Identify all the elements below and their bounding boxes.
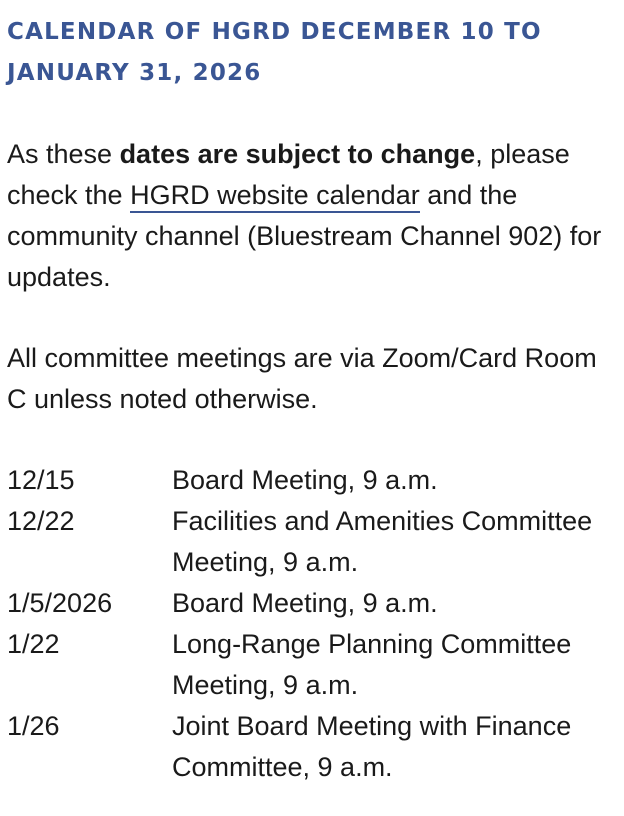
change-notice bbox=[7, 134, 616, 298]
schedule-row bbox=[7, 583, 616, 624]
schedule-event: Board Meeting, 9 a.m. bbox=[172, 588, 438, 618]
meeting-schedule bbox=[7, 460, 616, 788]
schedule-date: 12/22 bbox=[7, 506, 75, 536]
notice-text: , please check the bbox=[7, 139, 570, 210]
calendar-heading bbox=[7, 12, 616, 94]
schedule-date: 1/22 bbox=[7, 629, 60, 659]
schedule-row bbox=[7, 460, 616, 501]
schedule-date: 1/5/2026 bbox=[7, 588, 113, 618]
schedule-row bbox=[7, 706, 616, 788]
committee-note: All committee meetings are via Zoom/Card Room C unless noted otherwise. bbox=[7, 343, 597, 414]
schedule-row bbox=[7, 501, 616, 583]
notice-bold: dates are subject to change bbox=[119, 139, 476, 169]
notice-tail: and the community channel (Bluestream Channel 902) for updates. bbox=[7, 180, 602, 292]
notice-intro: As these bbox=[7, 139, 120, 169]
schedule-date: 1/26 bbox=[7, 711, 60, 741]
schedule-date: 12/15 bbox=[7, 465, 75, 495]
schedule-event: Long-Range Planning Committee Meeting, 9 a.m. bbox=[172, 629, 572, 700]
schedule-row bbox=[7, 624, 616, 706]
heading-line-1: CALENDAR OF HGRD DECEMBER 10 TO bbox=[7, 19, 542, 45]
hgrd-calendar-link[interactable]: HGRD website calendar bbox=[130, 180, 420, 213]
heading-line-2: JANUARY 31, 2026 bbox=[7, 60, 262, 86]
schedule-event: Facilities and Amenities Committee Meeting, 9 a.m. bbox=[172, 506, 593, 577]
schedule-event: Joint Board Meeting with Finance Committee, 9 a.m. bbox=[172, 711, 572, 782]
schedule-event: Board Meeting, 9 a.m. bbox=[172, 465, 438, 495]
